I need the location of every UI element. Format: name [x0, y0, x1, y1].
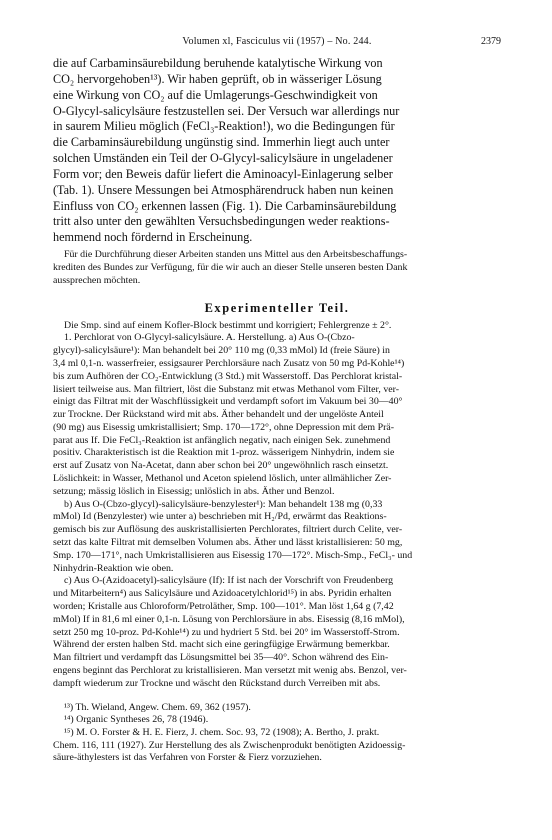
experimental-section	[53, 320, 501, 691]
text-line: parat aus If. Die FeCl₃-Reaktion ist anfänglich negativ, nach einigen Sek. zunehmend	[53, 434, 391, 446]
acknowledgement	[53, 249, 501, 287]
text-line: Smp. 170—171°, nach Umkristallisieren aus Eisessig 170—172°. Misch-Smp., FeCl₃- und	[53, 549, 413, 561]
text-line: und Mitarbeitern⁴) aus Salicylsäure und Azidoacetylchlorid¹⁵) in abs. Pyridin erhalten	[53, 588, 392, 600]
text-line: Während der ersten halben Std. macht sich eine geringfügige Erwärmung bemerkbar.	[53, 639, 390, 651]
running-title: Volumen xl, Fasciculus vii (1957) – No. 244.	[182, 36, 372, 47]
text-line: Einfluss von CO₂ erkennen lassen (Fig. 1). Die Carbaminsäurebildung	[53, 198, 397, 213]
journal-page	[53, 36, 501, 765]
text-line: tritt also unter den gewählten Versuchsbedingungen weder reaktions-	[53, 214, 390, 229]
text-line: einigt das Filtrat mit der Waschflüssigkeit und verdampft sofort im Vakuum bei 30—40°	[53, 396, 403, 408]
text-line: b) Aus O-(Cbzo-glycyl)-salicylsäure-benzylester¹): Man behandelt 138 mg (0,33	[64, 498, 383, 510]
running-header	[53, 36, 501, 50]
text-line: glycyl)-salicylsäure¹): Man behandelt bei 20° 110 mg (0,33 mMol) Id (freie Säure) in	[53, 345, 390, 357]
text-line: engens beginnt das Perchlorat zu kristallisieren. Man versetzt mit wenig abs. Benzol, ver-	[53, 665, 407, 677]
text-line: Form vor; den Beweis dafür liefert die Aminoacyl-Einlagerung selber	[53, 166, 393, 181]
footnote: ¹⁵) M. O. Forster & H. E. Fierz, J. chem. Soc. 93, 72 (1908); A. Bertho, J. prakt.	[64, 727, 380, 739]
text-line: setzung; mässig löslich in Eisessig; unlöslich in abs. Äther und Benzol.	[53, 485, 335, 497]
text-line: mMol) If in 81,6 ml einer 0,1-n. Lösung von Perchlorsäure in abs. Eisessig (8,16 mMol),	[53, 613, 405, 625]
text-line: (90 mg) aus Eisessig umkristallisiert; Smp. 170—172°, ohne Depression mit dem Prä-	[53, 421, 395, 433]
text-line: gemisch bis zur Auflösung des auskristallisierten Perchlorates, filtriert durch Celite, ver-	[53, 524, 403, 536]
text-line: erst auf Zusatz von Na-Acetat, dann aber schon bei 20° ungewöhnlich rasch einsetzt.	[53, 460, 389, 472]
text-line: die Carbaminsäurebildung ungünstig sind. Immerhin liegt auch unter	[53, 135, 390, 150]
text-line: mMol) Id (Benzylester) wie unter a) beschrieben mit H₂/Pd, erwärmt das Reaktions-	[53, 511, 387, 523]
text-line: aussprechen möchten.	[53, 274, 141, 286]
text-line: Für die Durchführung dieser Arbeiten standen uns Mittel aus den Arbeitsbeschaffungs-	[64, 249, 408, 261]
text-line: Man filtriert und verdampft das Lösungsmittel bei 35—40°. Schon während des Ein-	[53, 652, 389, 664]
text-line: Die Smp. sind auf einem Kofler-Block bestimmt und korrigiert; Fehlergrenze ± 2°.	[64, 319, 392, 331]
footnote: ¹⁴) Organic Syntheses 26, 78 (1946).	[64, 714, 209, 726]
text-line: zur Trockne. Der Rückstand wird mit abs. Äther behandelt und der ungelöste Anteil	[53, 409, 384, 421]
text-line: setzt 250 mg 10-proz. Pd-Kohle¹⁴) zu und hydriert 5 Std. bei 20° im Wasserstoff-Strom.	[53, 626, 400, 638]
text-line: eine Wirkung von CO₂ auf die Umlagerungs-Geschwindigkeit von	[53, 87, 378, 102]
footnote: Chem. 116, 111 (1927). Zur Herstellung des als Zwischenprodukt benötigten Azidoessig-	[53, 739, 406, 751]
section-heading: Experimenteller Teil.	[204, 300, 350, 315]
text-line: (Tab. 1). Unsere Messungen bei Atmosphärendruck haben nun keinen	[53, 182, 394, 197]
text-line: Löslichkeit: in Wasser, Methanol und Aceton spielend löslich, unter allmählicher Zer-	[53, 473, 392, 485]
text-line: solchen Umständen ein Teil der O-Glycyl-salicylsäure in ungeladener	[53, 151, 393, 166]
text-line: krediten des Bundes zur Verfügung, für die wir auch an dieser Stelle unseren besten Dank	[53, 261, 408, 273]
text-line: 3,4 ml 0,1-n. wasserfreier, essigsaurer Perchlorsäure nach Zusatz von 50 mg Pd-Kohle¹⁴)	[53, 357, 405, 369]
text-line: dampft wiederum zur Trockne und wäscht den Rückstand durch Verreiben mit abs.	[53, 677, 381, 689]
page-number: 2379	[481, 36, 501, 47]
text-line: Ninhydrin-Reaktion wie oben.	[53, 562, 174, 574]
text-line: setzt das kalte Filtrat mit demselben Volumen abs. Äther und lässt kristallisieren: 50 mg,	[53, 537, 403, 549]
text-line: c) Aus O-(Azidoacetyl)-salicylsäure (If): If ist nach der Vorschrift von Freudenberg	[64, 575, 394, 587]
text-line: 1. Perchlorat von O-Glycyl-salicylsäure. A. Herstellung. a) Aus O-(Cbzo-	[64, 332, 355, 344]
text-line: CO₂ hervorgehoben¹³). Wir haben geprüft, ob in wässeriger Lösung	[53, 71, 382, 86]
text-line: lisiert teilweise aus. Man filtriert, löst die Substanz mit etwas Methanol vom Filter, ver-	[53, 383, 400, 395]
text-line: hemmend noch fördernd in Erscheinung.	[53, 230, 253, 245]
text-line: in saurem Milieu möglich (FeCl₃-Reaktion!), wo die Bedingungen für	[53, 119, 395, 134]
footnote: ¹³) Th. Wieland, Angew. Chem. 69, 362 (1957).	[64, 701, 251, 713]
intro-paragraph	[53, 56, 501, 246]
text-line: bis zum Aufhören der CO₂-Entwicklung (3 Std.) mit Wasserstoff. Das Perchlorat kristal-	[53, 370, 403, 382]
text-line: O-Glycyl-salicylsäure festzustellen sei. Der Versuch war allerdings nur	[53, 103, 400, 118]
footnote: säure-äthylesters ist das Verfahren von Forster & Fierz vorzuziehen.	[53, 752, 322, 764]
text-line: die auf Carbaminsäurebildung beruhende katalytische Wirkung von	[53, 56, 383, 70]
footnotes	[53, 702, 501, 766]
text-line: positiv. Charakteristisch ist die Reaktion mit 1-proz. wässerigem Ninhydrin, indem sie	[53, 447, 395, 459]
text-line: worden; Kristalle aus Chloroform/Petroläther, Smp. 100—101°. Man löst 1,64 g (7,42	[53, 601, 394, 613]
